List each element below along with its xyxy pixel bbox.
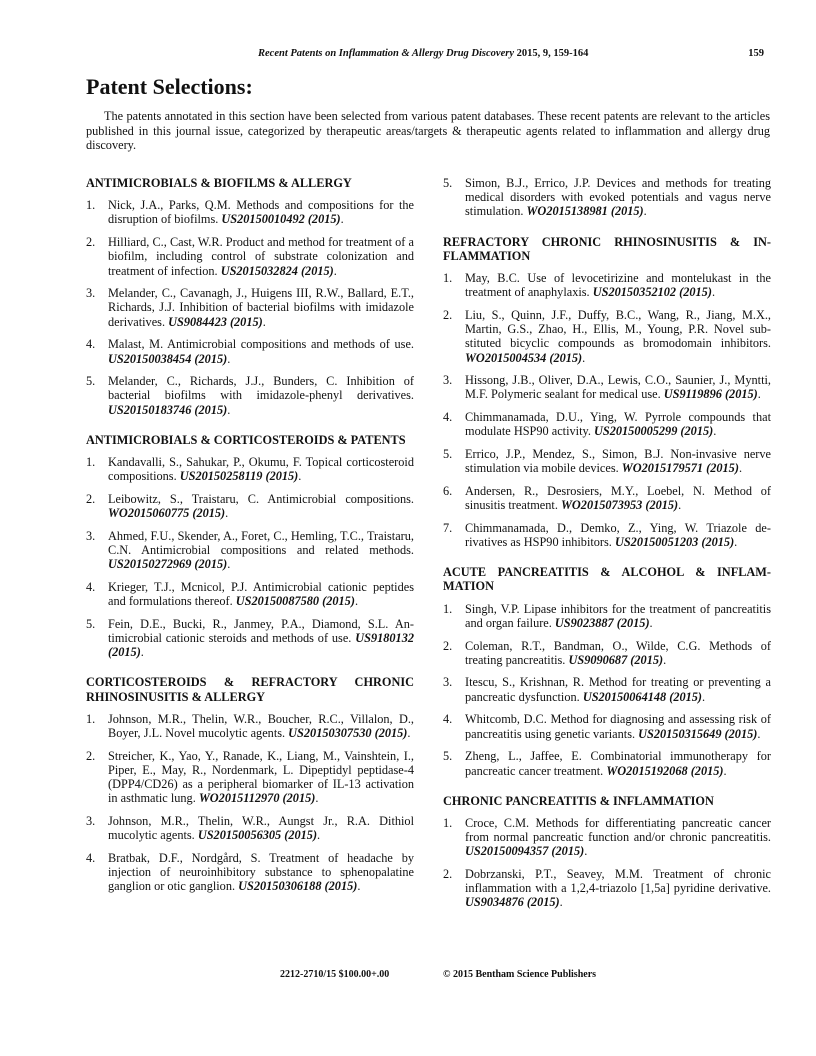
entry-text: Melander, C., Richards, J.J., Bunders, C. Inhibition of bacterial biofilms with imidazole-phenyl derivatives. US20150183746 (2015). — [108, 374, 414, 417]
patent-number: US9023887 (2015) — [554, 615, 650, 630]
entry-description: Liu, S., Quinn, J.F., Duffy, B.C., Wang, R., Jiang, M.X., Martin, G.S., Zhao, H., Ellis, M., Young, P.R. Novel substituted bicyclic compounds as bromodomain inhibitors. — [465, 307, 771, 351]
entry-text: Krieger, T.J., Mcnicol, P.J. Antimicrobial cationic peptides and formulations thereof. US20150087580 (2015). — [108, 579, 414, 609]
entry-text: Errico, J.P., Mendez, S., Simon, B.J. Non-invasive nerve stimulation via mobile devices. WO2015179571 (2015). — [465, 447, 771, 476]
entry-number: 2. — [443, 638, 453, 653]
journal-name: Recent Patents on Inflammation & Allergy Drug Discovery — [258, 48, 514, 59]
section-heading: REFRACTORY CHRONIC RHINOSINUSITIS & INFLAMMATION — [443, 234, 771, 263]
patent-entry — [443, 816, 771, 859]
entry-number: 6. — [443, 483, 453, 498]
entry-text: Bratbak, D.F., Nordgård, S. Treatment of headache by injection of neuroinhibitory substance to sphenopalatine ganglion or otic ganglion. US20150306188 (2015). — [108, 851, 414, 894]
entry-text: Melander, C., Cavanagh, J., Huigens III, R.W., Ballard, E.T., Richards, J.J. Inhibition of bacterial biofilms with imidazole derivatives. US9084423 (2015). — [108, 286, 414, 329]
entry-description: Itescu, S., Krishnan, R. Method for treating or preventing a pancreatic dysfunction. — [465, 675, 771, 704]
entry-text: Johnson, M.R., Thelin, W.R., Aungst Jr., R.A. Dithiol mucolytic agents. US20150056305 (2015). — [108, 814, 414, 843]
patent-entry — [443, 308, 771, 365]
patent-number: WO2015073953 (2015) — [560, 498, 679, 513]
patent-number: US20150051203 (2015) — [614, 535, 735, 550]
entry-text: Ahmed, F.U., Skender, A., Foret, C., Hemling, T.C., Traistaru, C.N. Antimicrobial compositions and related methods. US20150272969 (2015). — [108, 528, 414, 572]
patent-entry — [86, 235, 414, 278]
entry-description: Zheng, L., Jaffee, E. Combinatorial immunotherapy for pancreatic cancer treatment. — [465, 749, 771, 778]
entry-number: 2. — [86, 748, 96, 763]
patent-section — [443, 794, 771, 910]
entry-number: 4. — [443, 410, 453, 425]
patent-section — [443, 176, 771, 219]
entry-text: Whitcomb, D.C. Method for diagnosing and assessing risk of pancreatitis using genetic variants. US20150315649 (2015). — [465, 712, 771, 741]
entry-description: Hilliard, C., Cast, W.R. Product and method for treatment of a biofilm, including control of substrate colonization and treatment of infection. — [108, 235, 414, 278]
entry-text: Streicher, K., Yao, Y., Ranade, K., Liang, M., Vainshtein, I., Piper, E., May, R., Nordenmark, L. Dipeptidyl peptidase-4 (DPP4/CD26) as a peripheral biomarker of IL-13 activation in asthmatic lung. WO2015112970 (2015). — [108, 748, 414, 806]
patent-number: US9119896 (2015) — [663, 387, 758, 402]
section-heading: CHRONIC PANCREATITIS & INFLAMMATION — [443, 793, 714, 808]
patent-section — [443, 565, 771, 777]
journal-citation — [258, 48, 588, 59]
entry-text: Chimmanamada, D., Demko, Z., Ying, W. Triazole derivatives as HSP90 inhibitors. US20150051203 (2015). — [465, 520, 771, 550]
entry-description: Dobrzanski, P.T., Seavey, M.M. Treatment of chronic inflammation with a 1,2,4-triazolo [1,5a] pyridine derivative. — [465, 867, 771, 896]
patent-number: WO2015112970 (2015) — [198, 791, 316, 806]
patent-entry — [443, 749, 771, 777]
entry-text: Johnson, M.R., Thelin, W.R., Boucher, R.C., Villalon, D., Boyer, J.L. Novel mucolytic agents. US20150307530 (2015). — [108, 711, 414, 741]
patent-entry — [443, 271, 771, 299]
patent-number: US20150306188 (2015) — [238, 879, 358, 894]
issn-price: 2212-2710/15 $100.00+.00 — [280, 969, 390, 980]
patent-entry — [443, 675, 771, 703]
entry-text: Zheng, L., Jaffee, E. Combinatorial immunotherapy for pancreatic cancer treatment. WO2015192068 (2015). — [465, 749, 771, 778]
patent-entry — [86, 851, 414, 894]
entry-text: Itescu, S., Krishnan, R. Method for treating or preventing a pancreatic dysfunction. US20150064148 (2015). — [465, 675, 771, 704]
entry-number: 2. — [443, 867, 453, 882]
entry-description: Hissong, J.B., Oliver, D.A., Lewis, C.O., Saunier, J., Myntti, M.F. Polymeric sealant for medical use. — [465, 373, 771, 402]
patent-number: US20150064148 (2015) — [582, 689, 703, 704]
patent-entry — [86, 617, 414, 660]
entry-description: Krieger, T.J., Mcnicol, P.J. Antimicrobial cationic peptides and formulations thereof. — [108, 579, 414, 609]
patent-entry — [443, 521, 771, 549]
entry-description: May, B.C. Use of levocetirizine and montelukast in the treatment of anaphylaxis. — [465, 271, 771, 300]
entry-description: Errico, J.P., Mendez, S., Simon, B.J. Non-invasive nerve stimulation via mobile devices. — [465, 447, 771, 476]
patent-section — [443, 235, 771, 550]
entry-number: 5. — [443, 749, 453, 764]
entry-number: 1. — [443, 271, 453, 286]
patent-entry — [86, 814, 414, 842]
patent-entry — [86, 712, 414, 740]
entry-number: 5. — [443, 447, 453, 462]
patent-entry — [443, 410, 771, 438]
entry-description: Streicher, K., Yao, Y., Ranade, K., Liang, M., Vainshtein, I., Piper, E., May, R., Nordenmark, L. Dipeptidyl peptidase-4 (DPP4/CD26) as a peripheral biomarker of IL-13 activation in asthmatic lung. — [108, 748, 414, 806]
entry-number: 4. — [86, 851, 96, 866]
entry-number: 1. — [86, 455, 96, 470]
entry-number: 5. — [86, 374, 96, 389]
entry-number: 5. — [443, 176, 453, 190]
entry-number: 3. — [443, 373, 453, 388]
patent-entry — [443, 484, 771, 512]
entry-description: Whitcomb, D.C. Method for diagnosing and assessing risk of pancreatitis using genetic variants. — [465, 712, 771, 741]
patent-entry — [443, 447, 771, 475]
entry-text: Andersen, R., Desrosiers, M.Y., Loebel, N. Method of sinusitis treatment. WO2015073953 (2015). — [465, 483, 771, 513]
section-heading: CORTICOSTEROIDS & REFRACTORY CHRONIC RHINOSINUSITIS & ALLERGY — [86, 675, 414, 704]
entry-number: 4. — [86, 337, 96, 352]
patent-entry — [443, 602, 771, 630]
entry-number: 4. — [443, 712, 453, 727]
entry-description: Chimmanamada, D.U., Ying, W. Pyrrole compounds that modulate HSP90 activity. — [465, 410, 771, 439]
entry-text: Leibowitz, S., Traistaru, C. Antimicrobial compositions. WO2015060775 (2015). — [108, 491, 414, 521]
entry-description: Leibowitz, S., Traistaru, C. Antimicrobial compositions. — [108, 491, 414, 506]
entry-description: Johnson, M.R., Thelin, W.R., Boucher, R.C., Villalon, D., Boyer, J.L. Novel mucolytic agents. — [108, 711, 414, 741]
page-number: 159 — [748, 48, 764, 59]
patent-number: WO2015060775 (2015) — [108, 506, 226, 521]
entry-number: 2. — [86, 235, 96, 250]
entry-text: Coleman, R.T., Bandman, O., Wilde, C.G. Methods of treating pancreatitis. US9090687 (2015). — [465, 638, 771, 667]
entry-number: 1. — [86, 198, 96, 213]
entry-description: Kandavalli, S., Sahukar, P., Okumu, F. Topical corticosteroid compositions. — [108, 455, 414, 484]
patent-number: US9084423 (2015) — [168, 314, 263, 329]
entry-text: Dobrzanski, P.T., Seavey, M.M. Treatment of chronic inflammation with a 1,2,4-triazolo [1,5a] pyridine derivative. US9034876 (2015). — [465, 867, 771, 910]
patent-number: US20150315649 (2015) — [638, 726, 758, 741]
patent-number: WO2015138981 (2015) — [526, 204, 644, 219]
patent-entry — [86, 492, 414, 520]
entry-number: 3. — [86, 286, 96, 301]
section-heading: ACUTE PANCREATITIS & ALCOHOL & INFLAMMATION — [443, 565, 771, 594]
journal-volume: 2015, 9, 159-164 — [513, 48, 589, 59]
patent-section — [86, 675, 414, 893]
entry-number: 3. — [86, 814, 96, 829]
entry-number: 1. — [86, 711, 96, 726]
patent-number: US2015032824 (2015) — [220, 263, 334, 278]
patent-number: WO2015192068 (2015) — [606, 763, 724, 778]
entry-text: Singh, V.P. Lipase inhibitors for the treatment of pancreatitis and organ failure. US9023887 (2015). — [465, 601, 771, 630]
patent-entry — [86, 455, 414, 483]
patent-number: US20150307530 (2015) — [288, 726, 408, 741]
patent-entry — [443, 176, 771, 219]
copyright: © 2015 Bentham Science Publishers — [443, 969, 597, 980]
entry-description: Chimmanamada, D., Demko, Z., Ying, W. Triazole derivatives as HSP90 inhibitors. — [465, 520, 771, 550]
entry-text: Fein, D.E., Bucki, R., Janmey, P.A., Diamond, S.L. Antimicrobial cationic steroids and methods of use. US9180132 (2015). — [108, 616, 414, 660]
entry-number: 5. — [86, 616, 96, 631]
entry-number: 2. — [443, 307, 453, 322]
section-heading: ANTIMICROBIALS & BIOFILMS & ALLERGY — [86, 176, 352, 190]
entry-number: 3. — [86, 528, 96, 543]
patent-entry — [86, 374, 414, 417]
entry-number: 4. — [86, 579, 96, 594]
patent-number: US9180132 (2015) — [108, 631, 414, 660]
patent-number: US20150272969 (2015) — [108, 557, 228, 572]
patent-entry — [86, 286, 414, 329]
left-column — [86, 176, 414, 910]
entry-description: Coleman, R.T., Bandman, O., Wilde, C.G. Methods of treating pancreatitis. — [465, 638, 771, 667]
entry-description: Singh, V.P. Lipase inhibitors for the treatment of pancreatitis and organ failure. — [465, 601, 771, 630]
patent-number: WO2015004534 (2015) — [465, 350, 583, 365]
entry-text: Nick, J.A., Parks, Q.M. Methods and compositions for the disruption of biofilms. US20150010492 (2015). — [108, 198, 414, 227]
intro-paragraph: The patents annotated in this section have been selected from various patent databases. These recent patents are relevant to the articles published in this journal issue, categorized by therapeutic areas/targets & therapeutic agents related to inflammation and allergy drug discovery. — [86, 109, 770, 152]
patent-entry — [86, 529, 414, 572]
patent-section — [86, 176, 414, 417]
entry-number: 1. — [443, 601, 453, 616]
entry-text: Simon, B.J., Errico, J.P. Devices and methods for treating medical disorders with evoked potentials and vagus nerve stimulation. WO2015138981 (2015). — [465, 176, 771, 219]
patent-number: US20150258119 (2015) — [179, 469, 299, 484]
page-title: Patent Selections: — [86, 74, 253, 99]
entry-text: Liu, S., Quinn, J.F., Duffy, B.C., Wang, R., Jiang, M.X., Martin, G.S., Zhao, H., Ellis, M., Young, P.R. Novel substituted bicyclic compounds as bromodomain inhibitors. WO2015004534 (2015). — [465, 307, 771, 365]
entry-description: Melander, C., Richards, J.J., Bunders, C. Inhibition of bacterial biofilms with imidazole-phenyl derivatives. — [108, 374, 414, 403]
patent-number: US20150005299 (2015) — [594, 424, 714, 439]
entry-description: Bratbak, D.F., Nordgård, S. Treatment of headache by injection of neuroinhibitory substance to sphenopalatine ganglion or otic ganglion. — [108, 851, 414, 894]
right-column — [443, 176, 771, 926]
entry-description: Nick, J.A., Parks, Q.M. Methods and compositions for the disruption of biofilms. — [108, 198, 414, 227]
patent-entry — [86, 749, 414, 806]
patent-number: US9090687 (2015) — [568, 652, 664, 667]
patent-entry — [443, 867, 771, 910]
patent-entry — [443, 373, 771, 401]
entry-text: Malast, M. Antimicrobial compositions and methods of use. US20150038454 (2015). — [108, 337, 414, 366]
entry-description: Melander, C., Cavanagh, J., Huigens III, R.W., Ballard, E.T., Richards, J.J. Inhibition of bacterial biofilms with imidazole derivatives. — [108, 286, 414, 329]
entry-description: Johnson, M.R., Thelin, W.R., Aungst Jr., R.A. Dithiol mucolytic agents. — [108, 814, 414, 843]
patent-entry — [443, 712, 771, 740]
patent-entry — [86, 198, 414, 226]
patent-number: US20150038454 (2015) — [108, 351, 228, 366]
entry-number: 7. — [443, 520, 453, 535]
entry-description: Ahmed, F.U., Skender, A., Foret, C., Hemling, T.C., Traistaru, C.N. Antimicrobial compositions and related methods. — [108, 528, 414, 558]
patent-section — [86, 433, 414, 660]
entry-description: Andersen, R., Desrosiers, M.Y., Loebel, N. Method of sinusitis treatment. — [465, 483, 771, 513]
patent-number: US20150056305 (2015) — [197, 828, 318, 843]
entry-text: Hilliard, C., Cast, W.R. Product and method for treatment of a biofilm, including control of substrate colonization and treatment of infection. US2015032824 (2015). — [108, 235, 414, 278]
entry-text: Kandavalli, S., Sahukar, P., Okumu, F. Topical corticosteroid compositions. US20150258119 (2015). — [108, 455, 414, 484]
entry-description: Malast, M. Antimicrobial compositions and methods of use. — [108, 337, 414, 352]
patent-entry — [86, 580, 414, 608]
entry-text: Chimmanamada, D.U., Ying, W. Pyrrole compounds that modulate HSP90 activity. US20150005299 (2015). — [465, 410, 771, 439]
entry-number: 3. — [443, 675, 453, 690]
patent-number: WO2015179571 (2015) — [621, 461, 739, 476]
patent-entry — [86, 337, 414, 365]
entry-description: Simon, B.J., Errico, J.P. Devices and methods for treating medical disorders with evoked potentials and vagus nerve stimulation. — [465, 176, 771, 219]
patent-number: US20150352102 (2015) — [592, 285, 712, 300]
entry-description: Fein, D.E., Bucki, R., Janmey, P.A., Diamond, S.L. Antimicrobial cationic steroids and methods of use. — [108, 616, 414, 646]
patent-number: US9034876 (2015) — [465, 895, 560, 910]
patent-number: US20150010492 (2015) — [221, 212, 341, 227]
section-heading: ANTIMICROBIALS & CORTICOSTEROIDS & PATENTS — [86, 432, 406, 447]
patent-number: US20150183746 (2015) — [108, 402, 228, 417]
patent-entry — [443, 639, 771, 667]
entry-description: Croce, C.M. Methods for differentiating pancreatic cancer from normal pancreatic function and/or chronic pancreatitis. — [465, 815, 771, 845]
entry-text: May, B.C. Use of levocetirizine and montelukast in the treatment of anaphylaxis. US20150352102 (2015). — [465, 271, 771, 300]
patent-number: US20150094357 (2015) — [465, 844, 585, 859]
entry-text: Croce, C.M. Methods for differentiating pancreatic cancer from normal pancreatic function and/or chronic pancreatitis. US20150094357 (2015). — [465, 815, 771, 859]
entry-number: 2. — [86, 491, 96, 506]
entry-number: 1. — [443, 815, 453, 830]
patent-number: US20150087580 (2015) — [235, 594, 355, 609]
entry-text: Hissong, J.B., Oliver, D.A., Lewis, C.O., Saunier, J., Myntti, M.F. Polymeric sealant for medical use. US9119896 (2015). — [465, 373, 771, 402]
